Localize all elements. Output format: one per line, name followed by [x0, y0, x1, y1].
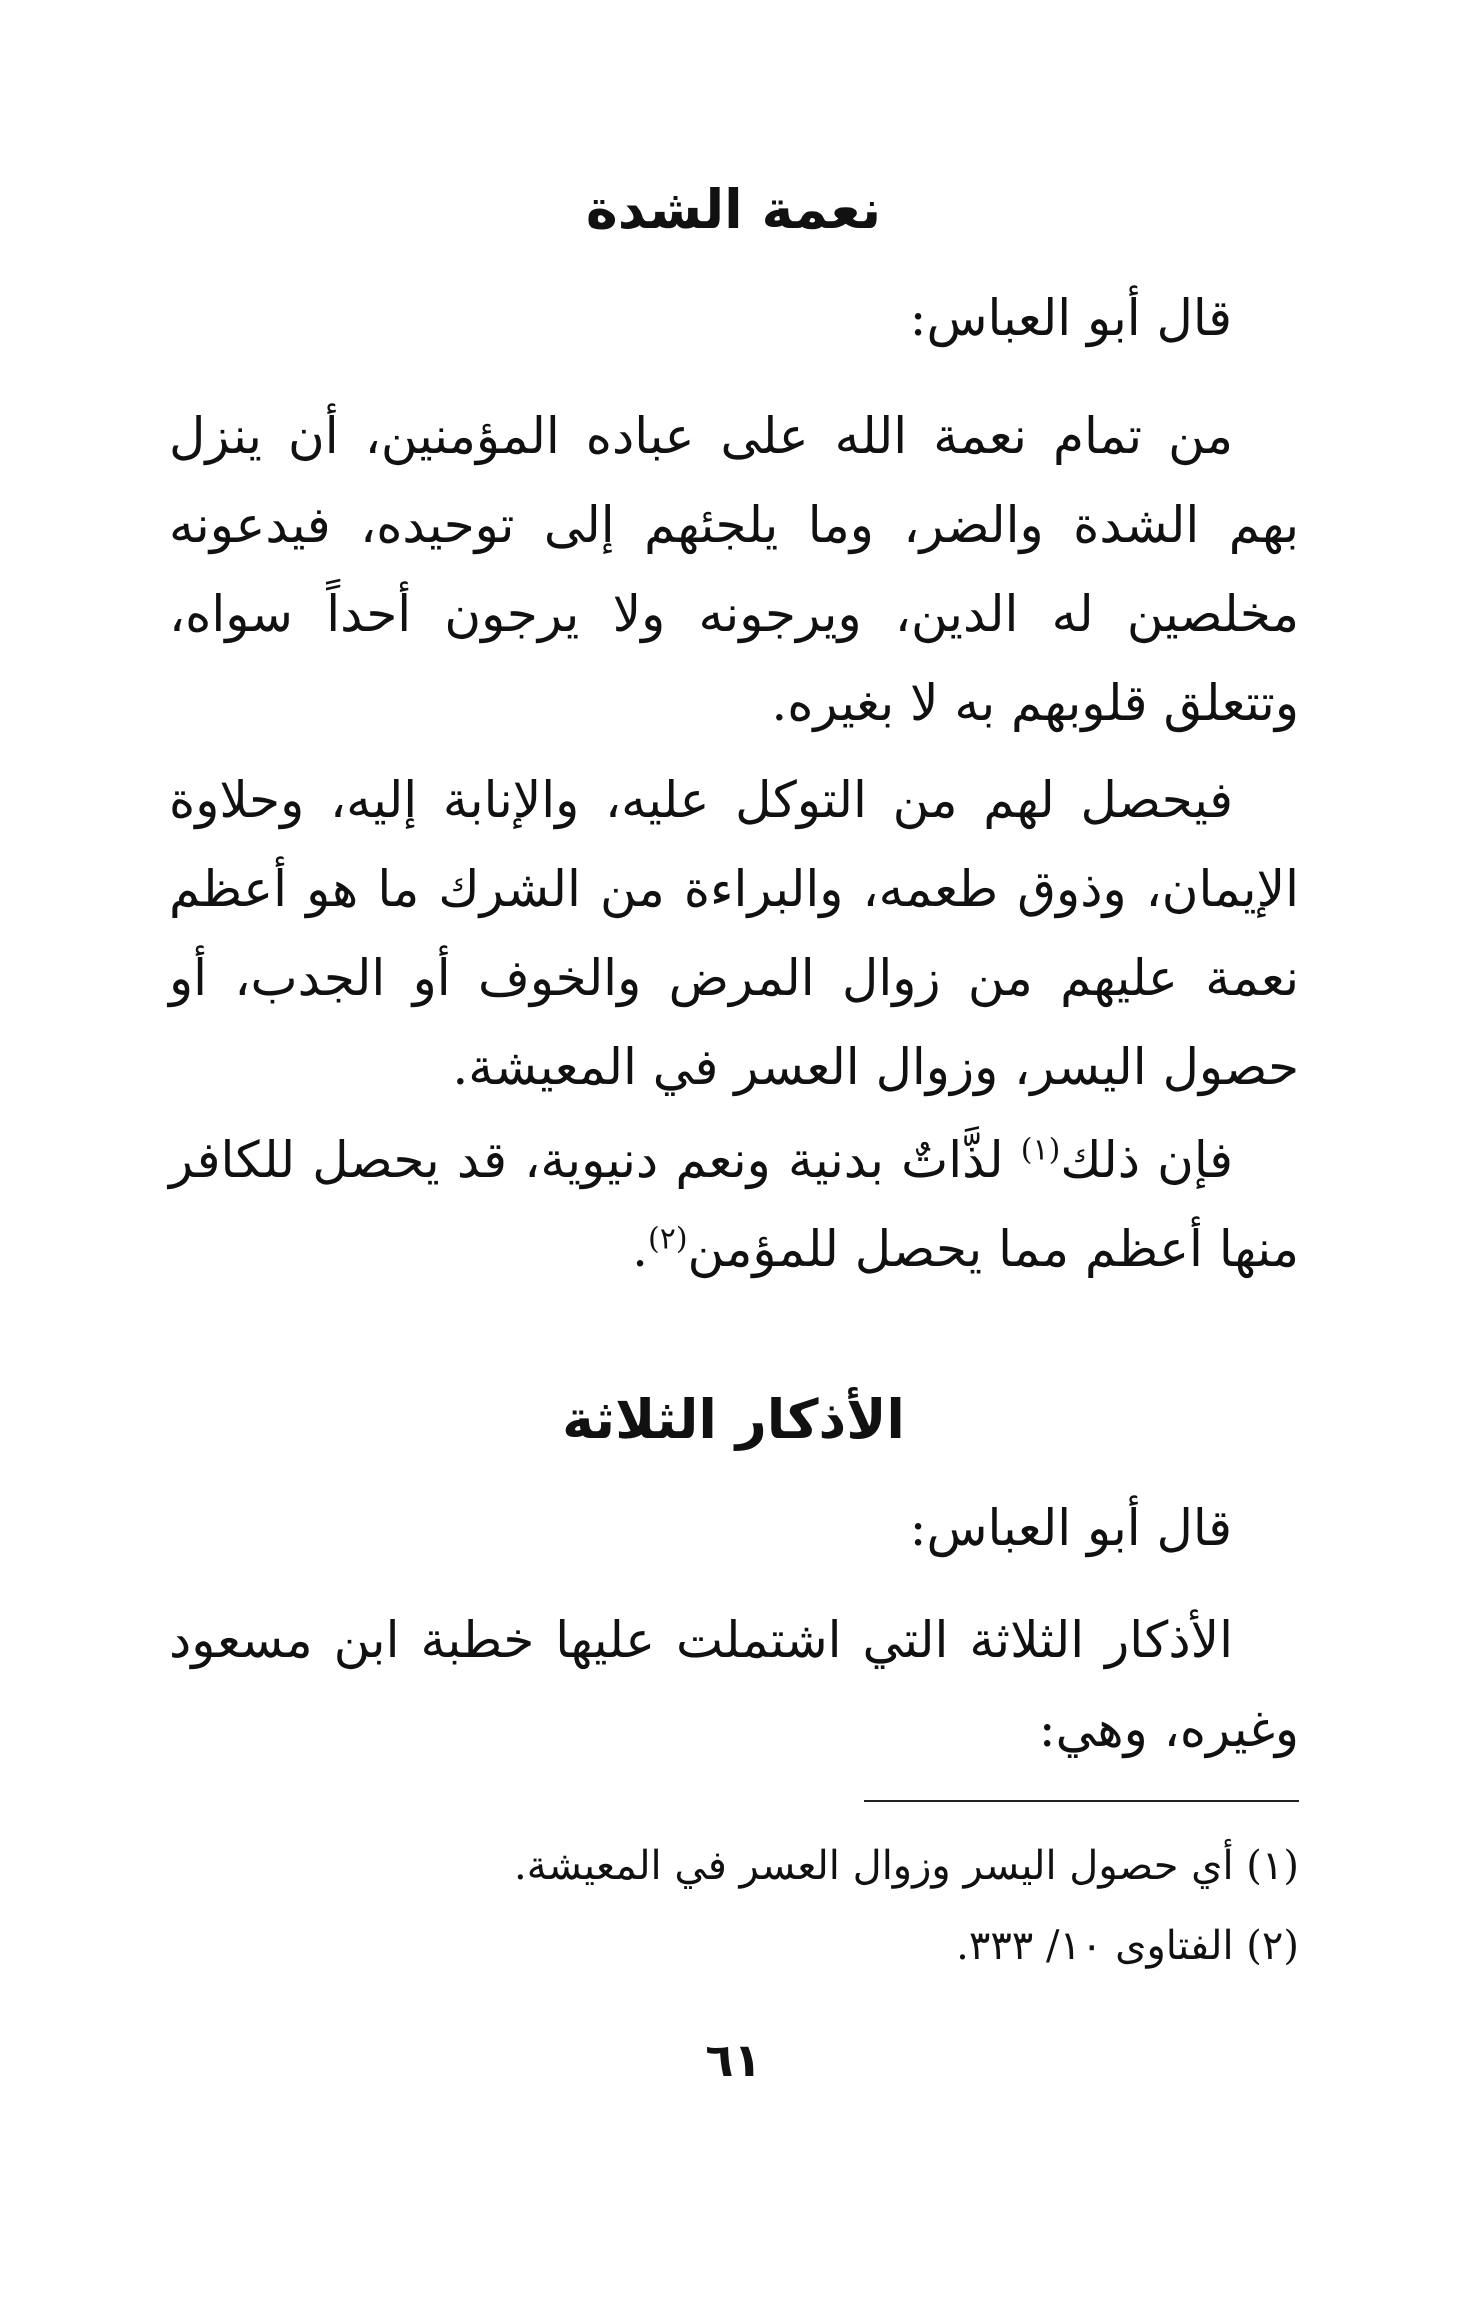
section2-body — [169, 1596, 1299, 1774]
footnote-divider — [864, 1800, 1299, 1802]
paragraph-text: لذَّاتٌ بدنية ونعم دنيوية، قد يحصل للكافر منها أعظم مما يحصل للمؤمن — [169, 1131, 1299, 1278]
section-title-three-remembrances: الأذكار الثلاثة — [562, 1388, 905, 1451]
footnote-ref-2[interactable]: (٢) — [647, 1221, 688, 1257]
paragraph-text: من تمام نعمة الله على عباده المؤمنين، أن ينزل بهم الشدة والضر، وما يلجئهم إلى توحيده، فيدعونه مخلصين له الدين، ويرجونه ولا يرجون أحداً سواه، وتتعلق قلوبهم به لا بغيره. — [169, 407, 1299, 732]
paragraph-text: فيحصل لهم من التوكل عليه، والإنابة إليه، وحلاوة الإيمان، وذوق طعمه، والبراءة من الشرك ما هو أعظم نعمة عليهم من زوال المرض والخوف أو الجدب، أو حصول اليسر، وزوال العسر في المعيشة. — [169, 771, 1299, 1096]
footnote-2: (٢) الفتاوى ١٠/ ٣٣٣. — [956, 1923, 1299, 1969]
section-intro-abu-al-abbas: قال أبو العباس: — [909, 289, 1232, 347]
footnotes — [169, 1826, 1299, 1986]
footnote-ref-1[interactable]: (١) — [1020, 1132, 1061, 1168]
section-title-hardship-blessing: نعمة الشدة — [585, 178, 882, 241]
section1-paragraph-1 — [169, 392, 1299, 748]
section1-paragraph-2 — [169, 756, 1299, 1112]
paragraph-text: الأذكار الثلاثة التي اشتملت عليها خطبة ابن مسعود وغيره، وهي: — [169, 1611, 1299, 1758]
section1-body — [169, 392, 1299, 748]
paragraph-text: . — [632, 1220, 648, 1278]
page-number: ٦١ — [705, 2033, 762, 2087]
section2-intro-abu-al-abbas: قال أبو العباس: — [909, 1499, 1232, 1557]
section1-body-2 — [169, 756, 1299, 1112]
section1-body-3 — [169, 1116, 1299, 1294]
section1-paragraph-3 — [169, 1116, 1299, 1294]
paragraph-text: فإن ذلك — [1060, 1131, 1233, 1189]
footnote-1: (١) أي حصول اليسر وزوال العسر في المعيشة. — [514, 1843, 1299, 1889]
section2-paragraph-1 — [169, 1596, 1299, 1774]
